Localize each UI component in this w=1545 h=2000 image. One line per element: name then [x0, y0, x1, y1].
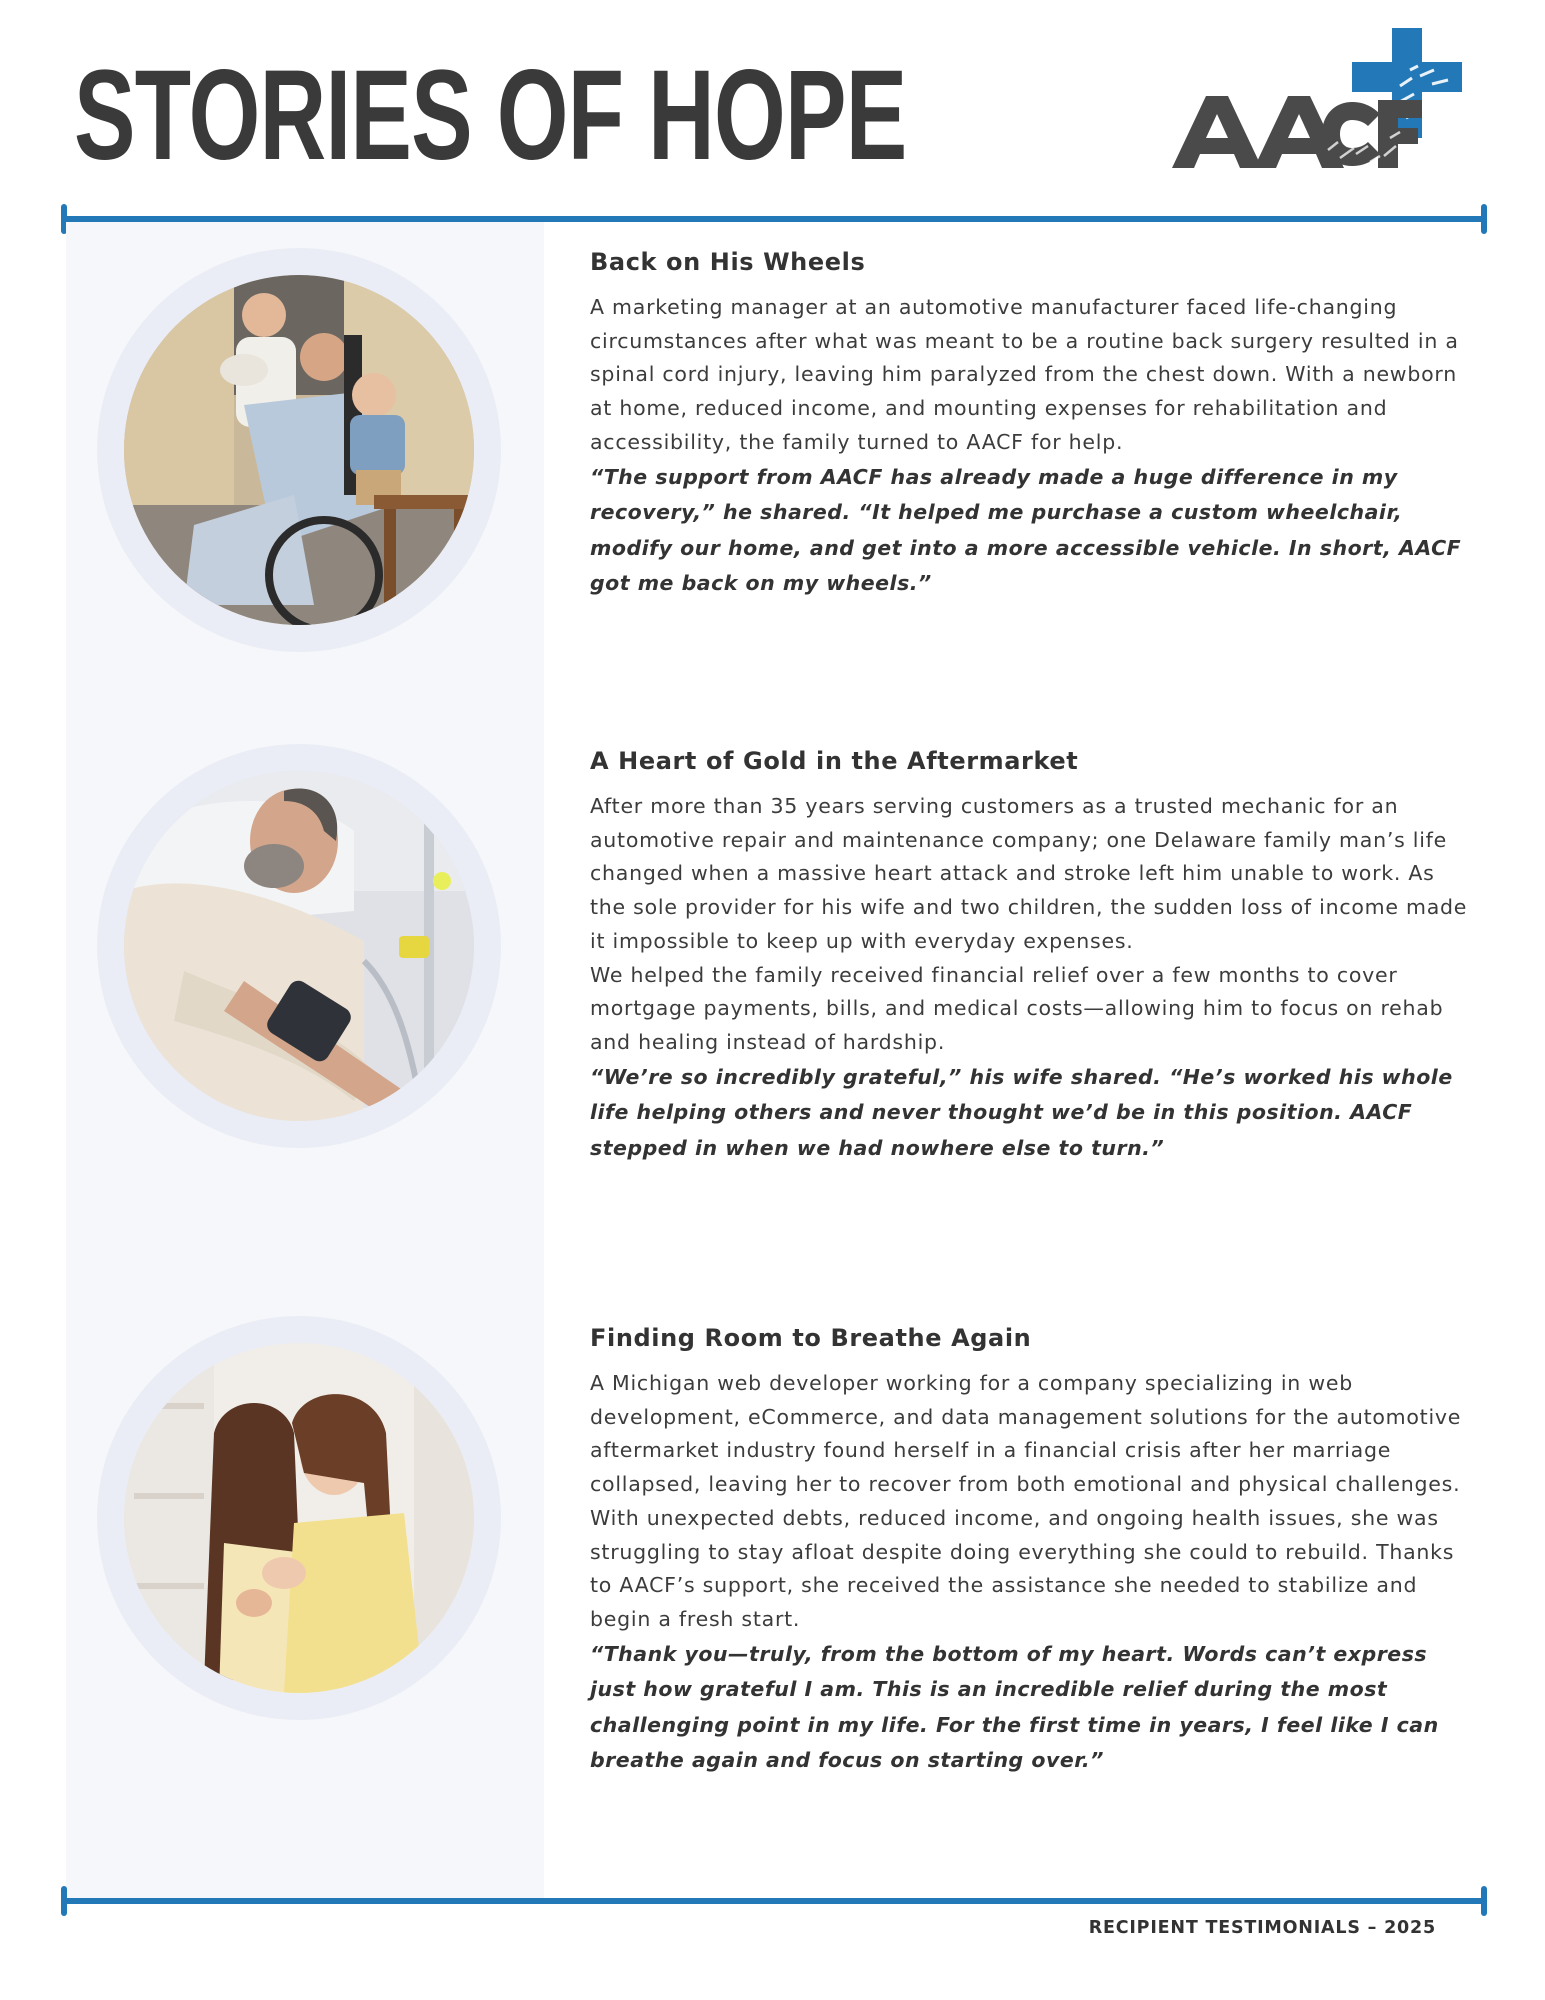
- story-paragraph: We helped the family received financial relief over a few months to cover mortgage payments, bills, and medical costs—allowing him to focus on rehab and healing instead of hardship.: [590, 962, 1444, 1054]
- hospital-patient-photo: [124, 771, 474, 1121]
- story-room-to-breathe: [590, 1321, 1470, 1779]
- story-quote: “The support from AACF has already made a huge difference in my recovery,” he shared. “It helped me purchase a custom wheelchair, modify our home, and get into a more accessible vehicle. In short, AACF got me back on my wheels.”: [590, 464, 1462, 596]
- story-back-on-his-wheels: [590, 245, 1470, 602]
- story-3-photo-frame: [97, 1316, 501, 1720]
- page-title: STORIES OF HOPE: [74, 44, 907, 187]
- story-heading: A Heart of Gold in the Aftermarket: [590, 747, 1079, 775]
- aacf-logo: [1170, 26, 1480, 176]
- story-quote: “We’re so incredibly grateful,” his wife shared. “He’s worked his whole life helping others and never thought we’d be in this position. AACF stepped in when we had nowhere else to turn.”: [590, 1064, 1453, 1160]
- story-paragraph: A Michigan web developer working for a company specializing in web development, eCommerce, and data management solutions for the automotive aftermarket industry found herself in a financial crisis after her marriage collapsed, leaving her to recover from both emotional and physical challenges. With unexpected debts, reduced income, and ongoing health issues, she was struggling to stay afloat despite doing everything she could to rebuild. Thanks to AACF’s support, she received the assistance she needed to stabilize and begin a fresh start.: [590, 1371, 1462, 1631]
- story-quote: “Thank you—truly, from the bottom of my heart. Words can’t express just how grateful I am. This is an incredible relief during the most challenging point in my life. For the first time in years, I feel like I can breathe again and focus on starting over.”: [590, 1641, 1439, 1773]
- story-paragraph: A marketing manager at an automotive manufacturer faced life-changing circumstances after what was meant to be a routine back surgery resulted in a spinal cord injury, leaving him paralyzed from the chest down. With a newborn at home, reduced income, and mounting expenses for rehabilitation and accessibility, the family turned to AACF for help.: [590, 295, 1459, 454]
- story-heading: Finding Room to Breathe Again: [590, 1324, 1032, 1352]
- footer-label: RECIPIENT TESTIMONIALS – 2025: [1088, 1918, 1436, 1938]
- story-1-photo-frame: [97, 248, 501, 652]
- story-paragraph: After more than 35 years serving customers as a trusted mechanic for an automotive repair and maintenance company; one Delaware family man’s life changed when a massive heart attack and stroke left him unable to work. As the sole provider for his wife and two children, the sudden loss of income made it impossible to keep up with everyday expenses.: [590, 794, 1468, 953]
- story-heading: Back on His Wheels: [590, 248, 866, 276]
- two-women-hugging-photo: [124, 1343, 474, 1693]
- story-heart-of-gold: [590, 744, 1470, 1166]
- family-wheelchair-photo: [124, 275, 474, 625]
- story-2-photo-frame: [97, 744, 501, 1148]
- bottom-divider: [63, 1898, 1485, 1904]
